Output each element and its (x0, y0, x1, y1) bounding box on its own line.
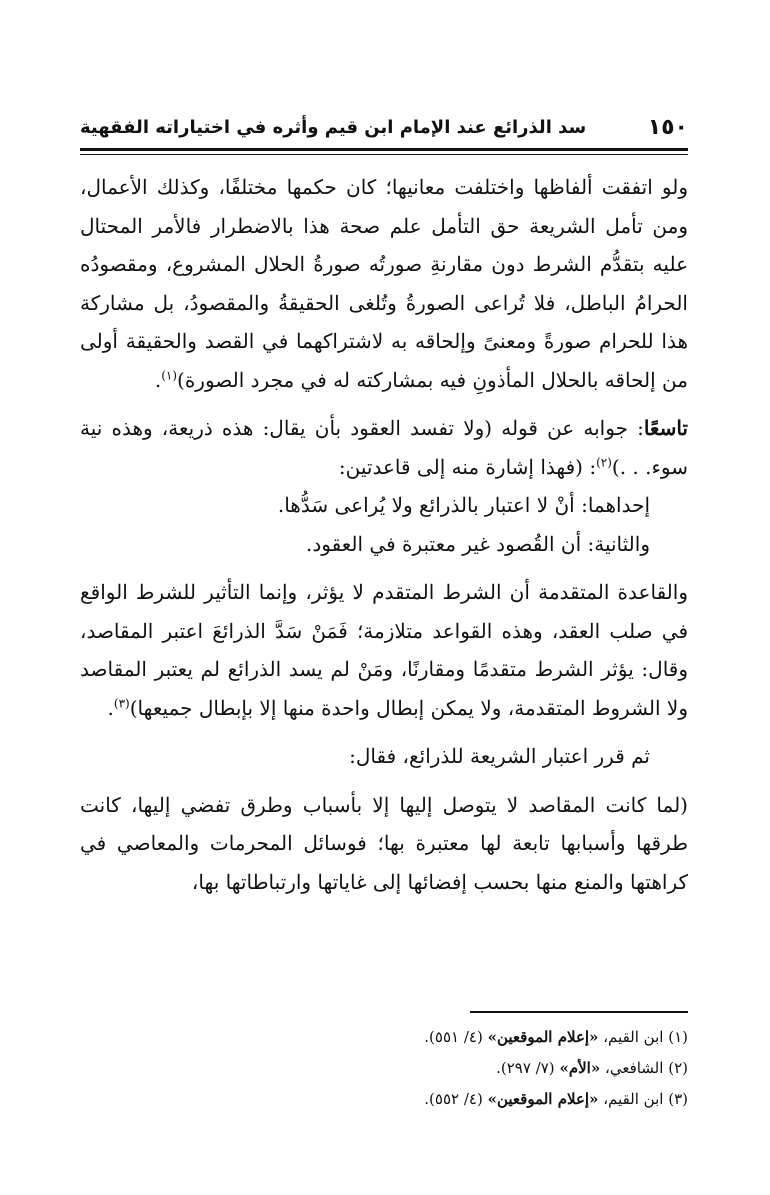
page-header (80, 110, 688, 144)
footnote-1-location: (٤/ ٥٥١). (424, 1028, 483, 1046)
footnote-2-book: «الأم» (559, 1059, 601, 1077)
paragraph-5-text: والقاعدة المتقدمة أن الشرط المتقدم لا يؤثر، وإنما التأثير للشرط الواقع في صلب العقد، وهذه القواعد متلازمة؛ فَمَنْ سَدَّ الذرائعَ اعتبر المقاصد، وقال: يؤثر الشرط متقدمًا ومقارنًا، ومَنْ لم يسد الذرائع لم يعتبر المقاصد ولا الشروط المتقدمة، ولا يمكن إبطال واحدة منها إلا بإبطال جميعها) (80, 580, 688, 720)
footnote-3-location: (٤/ ٥٥٢). (424, 1090, 483, 1108)
page-number: ١٥٠ (647, 114, 688, 140)
paragraph-2-text: : جوابه عن قوله (ولا تفسد العقود بأن يقال: هذه ذريعة، وهذه نية سوء. . .) (80, 416, 688, 479)
paragraph-1-end: . (154, 367, 162, 392)
footnote-3-author: ابن القيم، (603, 1090, 664, 1108)
paragraph-1-text: ولو اتفقت ألفاظها واختلفت معانيها؛ كان حكمها مختلفًا، وكذلك الأعمال، ومن تأمل الشريعة حق التأمل علم صحة هذا بالاضطرار فالأمر المحتال عليه بتقدُّم الشرط دون مقارنةِ صورتُه صورةُ الحلال المشروع، ومقصودُه الحرامُ الباطل، فلا تُراعى الصورةُ وتُلغى الحقيقةُ والمقصودُ، بل مشاركة هذا للحرام صورةً ومعنىً وإلحاقه به لاشتراكهما في القصد والحقيقة أولى من إلحاقه بالحلال المأذونِ فيه بمشاركته له في مجرد الصورة) (80, 175, 688, 392)
rule-one: إحداهما: أنْ لا اعتبار بالذرائع ولا يُراعى سَدُّها. (277, 493, 650, 517)
footnote-3 (80, 1084, 688, 1115)
running-title: سد الذرائع عند الإمام ابن قيم وأثره في اختياراته الفقهية (80, 116, 587, 138)
paragraph-7: (لما كانت المقاصد لا يتوصل إليها إلا بأسباب وطرق تفضي إليها، كانت طرقها وأسبابها تابعة لها معتبرة بها؛ فوسائل المحرمات والمعاصي في كراهتها والمنع منها بحسب إفضائها إلى غاياتها وارتباطاتها بها، (80, 792, 688, 894)
paragraph-5-end: . (107, 695, 114, 720)
footnote-ref-1[interactable]: (١) (161, 367, 178, 382)
footnote-ref-2[interactable]: (٢) (596, 454, 612, 469)
footnote-1-number: (١) (668, 1028, 688, 1046)
paragraph-5 (80, 573, 688, 727)
footnote-3-number: (٣) (668, 1090, 688, 1108)
body-text (80, 168, 688, 901)
paragraph-6: ثم قرر اعتبار الشريعة للذرائع، فقال: (349, 744, 650, 768)
footnote-3-book: «إعلام الموقعين» (487, 1090, 599, 1108)
footnote-2-location: (٧/ ٢٩٧). (496, 1059, 555, 1077)
footnote-2 (80, 1053, 688, 1084)
footnote-2-author: الشافعي، (604, 1059, 664, 1077)
header-rule-thick (80, 148, 688, 151)
paragraph-2 (80, 409, 688, 486)
paragraph-2-end: : (فهذا إشارة منه إلى قاعدتين: (338, 454, 597, 479)
footnote-1-book: «إعلام الموقعين» (487, 1028, 599, 1046)
footnote-rule (470, 1011, 688, 1013)
rule-two: والثانية: أن القُصود غير معتبرة في العقود. (306, 531, 650, 556)
paragraph-1 (80, 168, 688, 399)
footnotes (80, 1022, 688, 1115)
footnote-1-author: ابن القيم، (603, 1028, 664, 1046)
footnote-2-number: (٢) (668, 1059, 688, 1077)
footnote-1 (80, 1022, 688, 1053)
section-label-ninth: تاسعًا (643, 416, 688, 440)
footnote-ref-3[interactable]: (٣) (113, 695, 130, 710)
header-rule-thin (80, 154, 688, 155)
